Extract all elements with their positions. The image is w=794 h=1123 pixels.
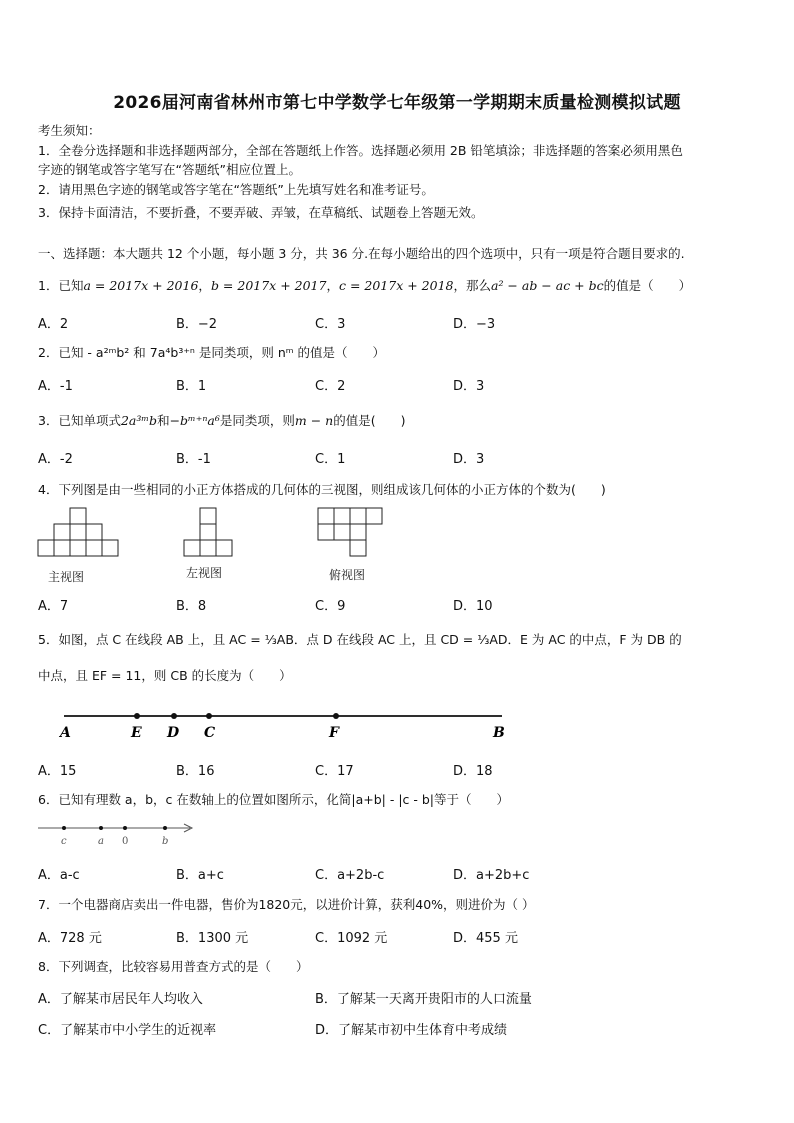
question-5-line-2: 中点，且 EF = 11，则 CB 的长度为（ ） bbox=[38, 668, 292, 683]
q4-option-c[interactable]: C．9 bbox=[315, 599, 346, 614]
q1-expr: a² − ab − ac + bc bbox=[491, 278, 604, 293]
notice-item: 1．全卷分选择题和非选择题两部分，全部在答题纸上作答。选择题必须用 2B 铅笔填涂；非选择题的答案必须用黑色 bbox=[38, 143, 683, 158]
label-c: C bbox=[204, 725, 216, 741]
question-3 bbox=[38, 411, 405, 429]
q4-option-a[interactable]: A．7 bbox=[38, 599, 69, 614]
q6-option-d[interactable]: D．a+2b+c bbox=[453, 868, 530, 883]
q7-option-c[interactable]: C．1092 元 bbox=[315, 931, 388, 946]
point-c bbox=[62, 826, 66, 830]
q1-prefix: 1．已知 bbox=[38, 278, 84, 293]
question-6: 6．已知有理数 a，b，c 在数轴上的位置如图所示，化简|a+b| - |c - b|等于（ ） bbox=[38, 792, 510, 807]
number-line-figure bbox=[36, 820, 202, 850]
q7-option-d[interactable]: D．455 元 bbox=[453, 931, 518, 946]
q1-a: a = 2017x + 2016 bbox=[83, 278, 199, 293]
page-title: 2026届河南省林州市第七中学数学七年级第一学期期末质量检测模拟试题 bbox=[113, 93, 681, 113]
q5-option-a[interactable]: A．15 bbox=[38, 764, 77, 779]
q5-option-b[interactable]: B．16 bbox=[176, 764, 215, 779]
question-7: 7．一个电器商店卖出一件电器，售价为1820元，以进价计算，获利40%，则进价为（ ） bbox=[38, 897, 535, 912]
segment-figure bbox=[50, 706, 520, 742]
top-view bbox=[318, 508, 382, 556]
q1-suffix: 的值是（ ） bbox=[603, 278, 692, 293]
q6-option-c[interactable]: C．a+2b-c bbox=[315, 868, 385, 883]
front-view bbox=[38, 508, 118, 556]
label-c: c bbox=[61, 836, 67, 847]
q1-b: b = 2017x + 2017 bbox=[210, 278, 327, 293]
notice-item: 2．请用黑色字迹的钢笔或答字笔在“答题纸”上先填写姓名和准考证号。 bbox=[38, 182, 434, 197]
q1-option-a[interactable]: A．2 bbox=[38, 317, 69, 332]
q5-option-d[interactable]: D．18 bbox=[453, 764, 493, 779]
q1-option-d[interactable]: D．−3 bbox=[453, 317, 496, 332]
q8-option-d[interactable]: D．了解某市初中生体育中考成绩 bbox=[315, 1023, 508, 1038]
question-1: 1．已知a = 2017x + 2016，b = 2017x + 2017，c = 2017x + 2018，那么a² − ab − ac + bc的值是（ ） bbox=[38, 278, 692, 293]
point-a bbox=[99, 826, 103, 830]
q6-option-a[interactable]: A．a-c bbox=[38, 868, 80, 883]
q2-option-d[interactable]: D．3 bbox=[453, 379, 485, 394]
q6-option-b[interactable]: B．a+c bbox=[176, 868, 224, 883]
point-f bbox=[333, 713, 339, 719]
question-2: 2．已知 - a²ᵐb² 和 7a⁴b³⁺ⁿ 是同类项，则 nᵐ 的值是（ ） bbox=[38, 345, 386, 360]
section-heading: 一、选择题：本大题共 12 个小题，每小题 3 分，共 36 分.在每小题给出的四个选项中，只有一项是符合题目要求的. bbox=[38, 246, 685, 261]
q4-option-b[interactable]: B．8 bbox=[176, 599, 207, 614]
q3-option-a[interactable]: A．-2 bbox=[38, 452, 73, 467]
q1-mid: ，那么 bbox=[453, 278, 491, 293]
notice-item: 3．保持卡面清洁，不要折叠，不要弄破、弄皱，在草稿纸、试题卷上答题无效。 bbox=[38, 205, 484, 220]
label-d: D bbox=[167, 725, 180, 741]
notice-item: 字迹的钢笔或答字笔写在“答题纸”相应位置上。 bbox=[38, 162, 301, 177]
q2-option-a[interactable]: A．-1 bbox=[38, 379, 73, 394]
label-a: a bbox=[98, 836, 104, 847]
q3-m1: 2a³ᵐb bbox=[120, 413, 158, 428]
q3-and: 和 bbox=[157, 413, 170, 428]
q3-suffix: 的值是( ) bbox=[333, 413, 406, 428]
q2-option-c[interactable]: C．2 bbox=[315, 379, 346, 394]
caption-top-view: 俯视图 bbox=[329, 568, 366, 582]
q3-m3: m − n bbox=[294, 413, 334, 428]
q1-option-c[interactable]: C．3 bbox=[315, 317, 346, 332]
label-zero: 0 bbox=[122, 836, 129, 847]
three-views-figure bbox=[36, 506, 396, 558]
label-f: F bbox=[329, 725, 339, 741]
point-d bbox=[171, 713, 177, 719]
question-4: 4．下列图是由一些相同的小正方体搭成的几何体的三视图，则组成该几何体的小正方体的个数为( ) bbox=[38, 482, 606, 497]
q3-option-d[interactable]: D．3 bbox=[453, 452, 485, 467]
q8-option-b[interactable]: B．了解某一天离开贵阳市的人口流量 bbox=[315, 992, 532, 1007]
caption-left-view: 左视图 bbox=[186, 566, 223, 580]
q5-option-c[interactable]: C．17 bbox=[315, 764, 354, 779]
label-b: B bbox=[493, 725, 505, 741]
q3-option-c[interactable]: C．1 bbox=[315, 452, 346, 467]
q7-option-a[interactable]: A．728 元 bbox=[38, 931, 102, 946]
question-8: 8．下列调查，比较容易用普查方式的是（ ） bbox=[38, 959, 309, 974]
point-e bbox=[134, 713, 140, 719]
q1-option-b[interactable]: B．−2 bbox=[176, 317, 218, 332]
notice-heading: 考生须知： bbox=[38, 123, 101, 138]
point-c bbox=[206, 713, 212, 719]
label-b: b bbox=[162, 836, 169, 847]
q8-option-c[interactable]: C．了解某市中小学生的近视率 bbox=[38, 1023, 217, 1038]
q3-prefix: 3．已知单项式 bbox=[38, 413, 121, 428]
q3-option-b[interactable]: B．-1 bbox=[176, 452, 211, 467]
q1-c: c = 2017x + 2018 bbox=[338, 278, 454, 293]
q4-option-d[interactable]: D．10 bbox=[453, 599, 493, 614]
label-e: E bbox=[131, 725, 142, 741]
q7-option-b[interactable]: B．1300 元 bbox=[176, 931, 249, 946]
label-a: A bbox=[60, 725, 71, 741]
caption-front-view: 主视图 bbox=[48, 570, 85, 584]
point-b bbox=[163, 826, 167, 830]
q2-option-b[interactable]: B．1 bbox=[176, 379, 207, 394]
left-view bbox=[184, 508, 232, 556]
question-5-line-1: 5．如图，点 C 在线段 AB 上，且 AC = ⅓AB．点 D 在线段 AC 上，且 CD = ⅓AD．E 为 AC 的中点，F 为 DB 的 bbox=[38, 632, 682, 647]
q8-option-a[interactable]: A．了解某市居民年人均收入 bbox=[38, 992, 203, 1007]
point-zero bbox=[123, 826, 127, 830]
q3-m2: −bᵐ⁺ⁿa⁶ bbox=[169, 413, 220, 428]
q3-mid: 是同类项，则 bbox=[219, 413, 295, 428]
